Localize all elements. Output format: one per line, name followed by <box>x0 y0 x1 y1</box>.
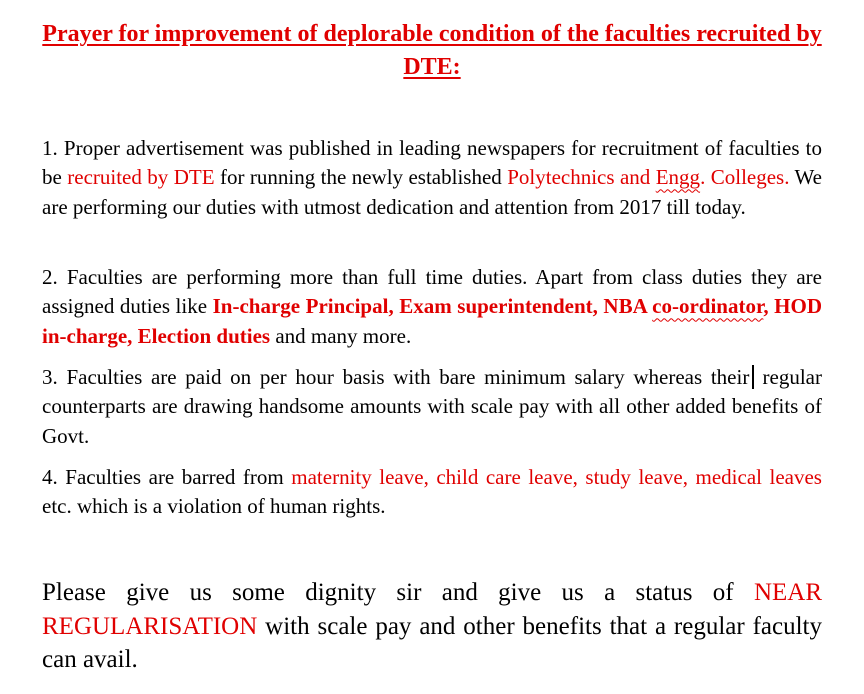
point-1-text-c: We are performing our duties with utmost dedication and attention from 2017 till today. <box>42 165 822 219</box>
point-4-text-a: 4. Faculties are barred from <box>42 465 292 489</box>
point-3 <box>42 363 822 451</box>
point-2-text-b: and many more. <box>270 323 412 348</box>
point-1-highlight-polytechnics: Polytechnics and <box>507 165 651 190</box>
point-2 <box>42 263 822 351</box>
document-title: Prayer for improvement of deplorable condition of the faculties recruited by DTE: <box>42 21 822 80</box>
point-4-text-b: etc. which is a violation of human rights. <box>42 494 386 519</box>
point-1-highlight-dte: recruited by DTE <box>67 165 215 190</box>
closing-text-b: with scale pay and other benefits that a regular faculty can avail. <box>42 612 822 673</box>
point-2-duties-a: In-charge Principal, Exam superintendent, NBA <box>212 294 653 319</box>
point-1-text-a: 1. Proper advertisement was published in leading newspapers for recruitment of faculties to be <box>42 136 822 190</box>
point-3-text-b: regular counterparts are drawing handsome amounts with scale pay with all other added benefits of Govt. <box>42 365 822 448</box>
closing-plea <box>42 576 822 677</box>
point-1-highlight-colleges: . Colleges. <box>700 165 790 190</box>
closing-text-a: Please give us some dignity sir and give us a status of <box>42 579 754 606</box>
point-2-spellcheck-coordinator: co-ordinator <box>652 294 764 319</box>
closing-highlight: NEAR REGULARISATION <box>42 579 822 640</box>
point-3-text-a: 3. Faculties are paid on per hour basis with bare minimum salary whereas their <box>42 365 750 389</box>
point-1 <box>42 134 822 222</box>
point-4-leaves: maternity leave, child care leave, study leave, medical leaves <box>291 465 822 489</box>
point-1-spellcheck-engg: Engg <box>655 165 701 190</box>
point-4 <box>42 463 822 522</box>
point-2-duties-b: , HOD in-charge, Election duties <box>42 294 822 348</box>
point-1-text-b: for running the newly established <box>214 165 508 190</box>
point-2-text-a: 2. Faculties are performing more than full time duties. Apart from class duties they are assigned duties like <box>42 265 822 319</box>
